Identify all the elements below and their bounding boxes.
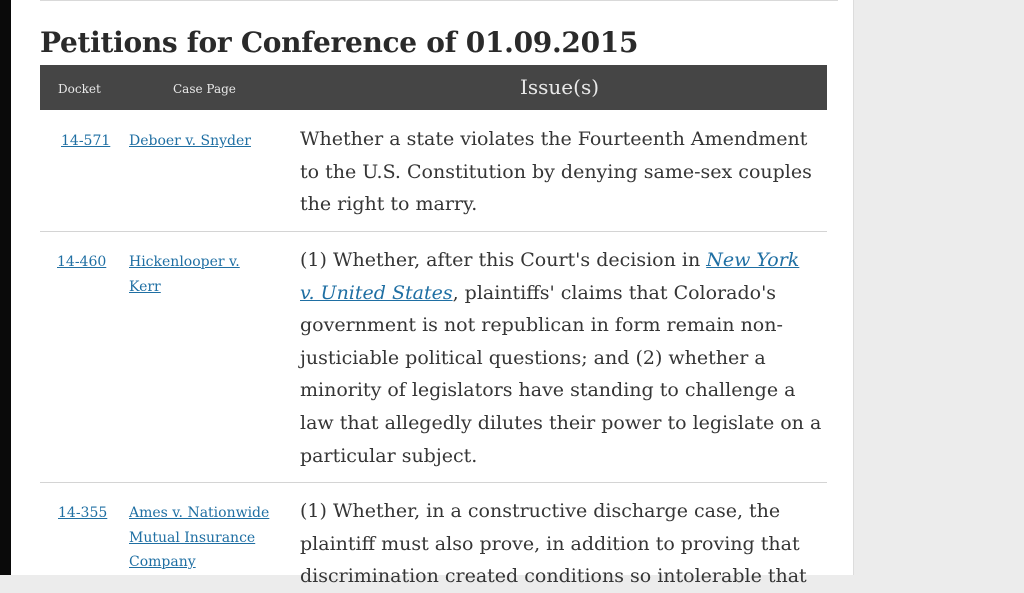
case-page-link[interactable] [129, 129, 289, 154]
window-left-edge [0, 0, 11, 575]
table-row [40, 110, 827, 231]
issue-line: government is not republican in form remain non- [300, 314, 783, 337]
issue-line: Whether a state violates the Fourteenth Amendment [300, 128, 808, 150]
issue-text [300, 495, 822, 593]
case-line: Hickenlooper v. [129, 254, 240, 270]
case-line: Deboer v. Snyder [129, 133, 251, 149]
case-page-link[interactable] [129, 501, 289, 575]
issue-line: discrimination created conditions so intolerable that [300, 565, 807, 588]
issue-text-fragment: , plaintiffs' claims that Colorado's [452, 281, 777, 304]
docket-link[interactable]: 14-460 [57, 254, 107, 270]
issue-line: law that allegedly dilutes their power to legislate on a [300, 411, 822, 434]
issue-line: plaintiff must also prove, in addition to proving that [300, 532, 800, 555]
header-docket: Docket [58, 82, 101, 96]
case-line: Company [129, 554, 196, 570]
page-title: Petitions for Conference of 01.09.2015 [40, 26, 639, 59]
table-row [40, 483, 827, 588]
issue-line: the right to marry. [300, 193, 478, 216]
issue-text [300, 123, 822, 221]
case-line: Mutual Insurance [129, 529, 256, 546]
issue-line [300, 277, 822, 310]
issue-line: justiciable political questions; and (2) whether a [300, 346, 766, 369]
page-content [11, 0, 854, 588]
case-line: Kerr [129, 278, 161, 295]
issue-line: minority of legislators have standing to challenge a [300, 379, 796, 402]
case-page-link[interactable] [129, 250, 289, 299]
header-case-page: Case Page [173, 82, 236, 96]
issue-text [300, 244, 822, 472]
issue-line: particular subject. [300, 444, 478, 467]
header-issues: Issue(s) [520, 75, 600, 99]
issue-line: to the U.S. Constitution by denying same-sex couples [300, 160, 812, 183]
table-header [40, 65, 827, 110]
issue-line [300, 244, 822, 277]
top-divider [40, 0, 838, 1]
issue-line: (1) Whether, in a constructive discharge case, the [300, 500, 781, 522]
docket-link[interactable]: 14-355 [58, 505, 108, 521]
case-citation-link[interactable]: v. United States [300, 281, 453, 304]
issue-text-fragment: (1) Whether, after this Court's decision in [300, 249, 707, 271]
case-line: Ames v. Nationwide [129, 505, 270, 521]
table-row [40, 232, 827, 482]
case-citation-link[interactable]: New York [706, 249, 800, 271]
docket-link[interactable]: 14-571 [61, 133, 111, 149]
